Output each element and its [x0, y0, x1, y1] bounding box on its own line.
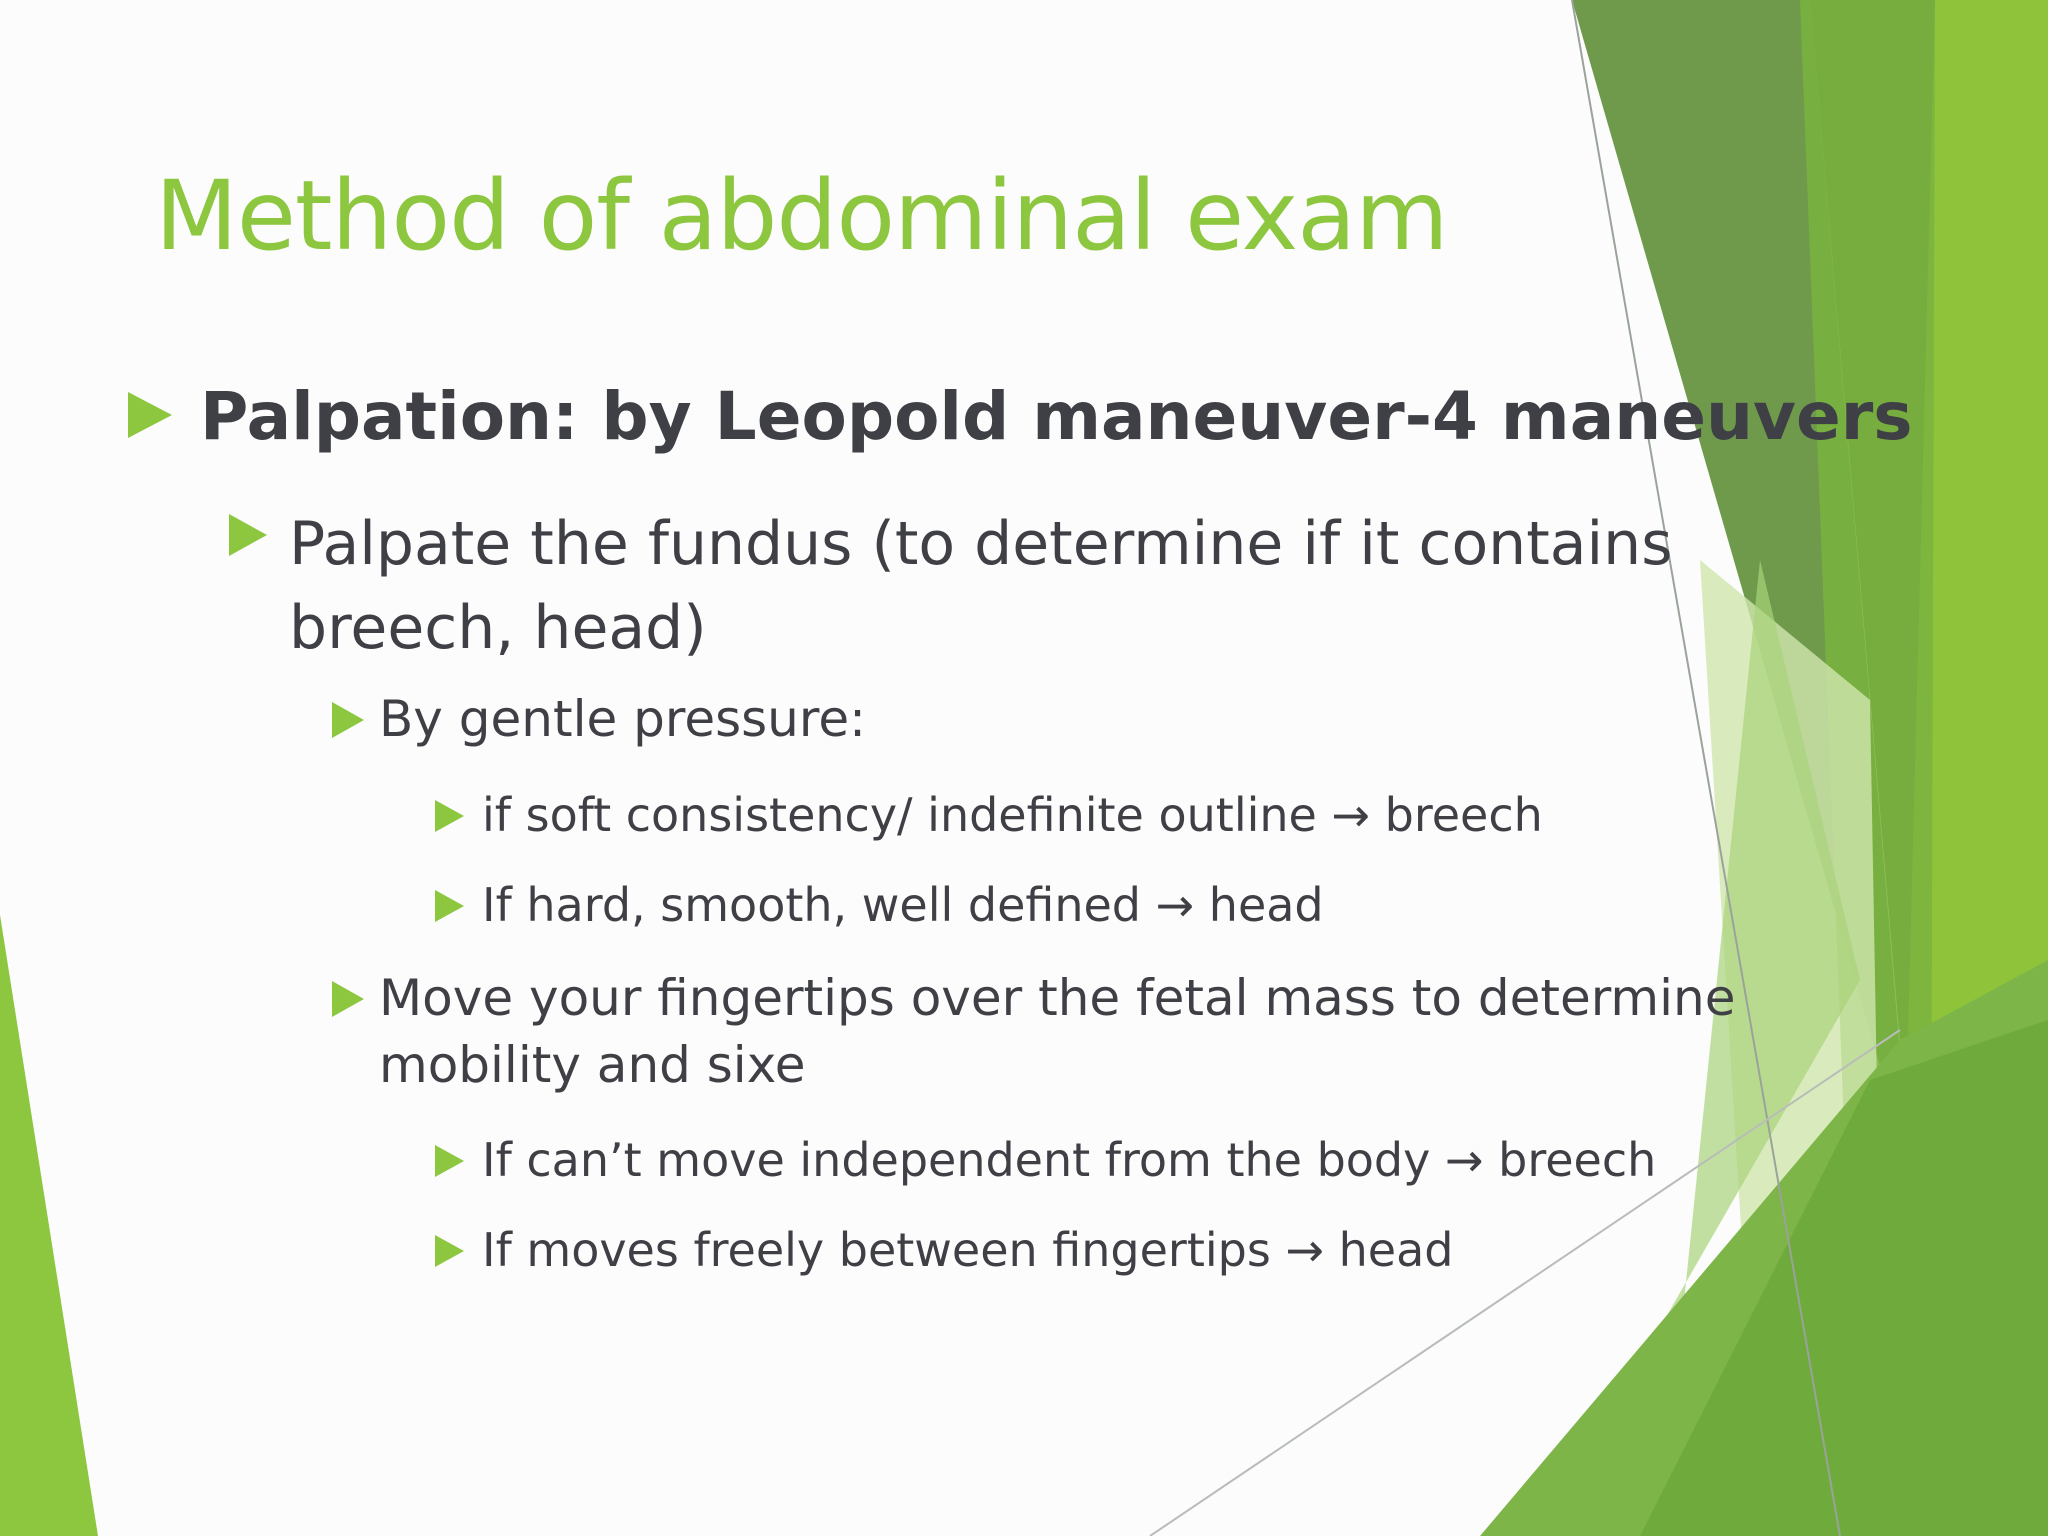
bullet-item-level-2	[289, 502, 1789, 670]
triangle-bullet-icon	[332, 702, 364, 738]
slide-title: Method of abdominal exam	[155, 160, 1448, 272]
triangle-bullet-icon	[229, 514, 267, 556]
triangle-bullet-icon	[435, 800, 464, 832]
bullet-text: If moves freely between fingertips → head	[482, 1223, 1454, 1277]
triangle-bullet-icon	[435, 1145, 464, 1177]
bullet-text: Palpate the fundus (to determine if it contains breech, head)	[289, 509, 1673, 663]
triangle-bullet-icon	[435, 890, 464, 922]
bullet-text: If hard, smooth, well defined → head	[482, 878, 1324, 932]
left-green-wedge	[0, 915, 98, 1536]
bullet-text: if soft consistency/ indefinite outline → breech	[482, 788, 1543, 842]
bullet-text: Move your fingertips over the fetal mass to determine mobility and sixe	[379, 969, 1736, 1094]
bullet-item-level-3	[379, 965, 1799, 1099]
triangle-bullet-icon	[128, 392, 172, 438]
bullet-text: Palpation: by Leopold maneuver-4 maneuvers	[200, 378, 1913, 455]
bullet-item-level-4	[482, 785, 1543, 845]
triangle-bullet-icon	[332, 981, 364, 1017]
triangle-bullet-icon	[435, 1235, 464, 1267]
bullet-text: If can’t move independent from the body → breech	[482, 1133, 1657, 1187]
bullet-item-level-4	[482, 875, 1324, 935]
bullet-item-level-1	[200, 378, 1913, 455]
bullet-item-level-3	[379, 686, 1799, 753]
bullet-item-level-4	[482, 1130, 1656, 1190]
bullet-item-level-4	[482, 1220, 1453, 1280]
bullet-text: By gentle pressure:	[379, 690, 866, 748]
